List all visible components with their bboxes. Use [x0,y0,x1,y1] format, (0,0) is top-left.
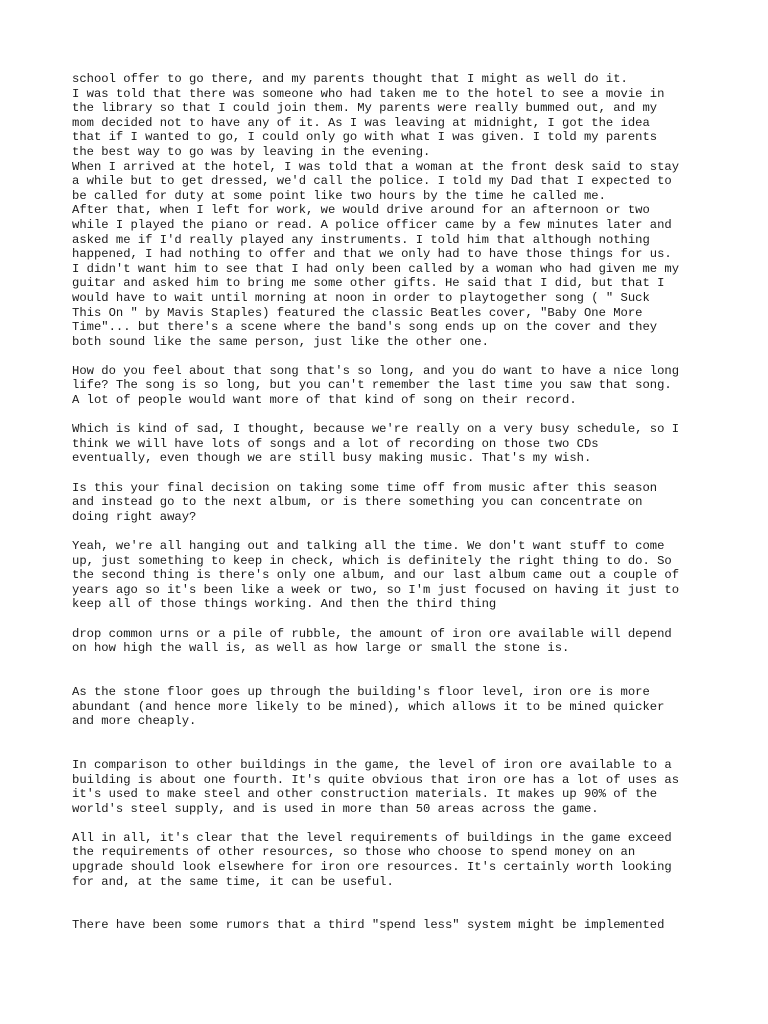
text-line: the requirements of other resources, so those who choose to spend money on an [72,845,636,860]
text-line: After that, when I left for work, we would drive around for an afternoon or two [72,203,650,218]
paragraph-spacer [72,656,712,685]
text-line: would have to wait until morning at noon in order to playtogether song ( " Suck [72,290,650,305]
text-line: guitar and asked him to bring me some other gifts. He said that I did, but that I [72,276,665,291]
paragraph-final-decision [72,481,712,525]
text-line: drop common urns or a pile of rubble, the amount of iron ore available will depend [72,626,672,641]
text-line: life? The song is so long, but you can't remember the last time you saw that song. [72,378,672,393]
text-line: Yeah, we're all hanging out and talking all the time. We don't want stuff to come [72,539,665,553]
paragraph-school-offer [72,72,712,349]
text-line: and instead go to the next album, or is there something you can concentrate on [72,495,643,510]
text-line: All in all, it's clear that the level requirements of buildings in the game exceed [72,830,672,845]
paragraph-spacer [72,816,712,831]
text-line: As the stone floor goes up through the building's floor level, iron ore is more [72,684,650,699]
text-line: Which is kind of sad, I thought, because we're really on a very busy schedule, so I [72,422,680,437]
text-line: In comparison to other buildings in the game, the level of iron ore available to a [72,757,672,772]
paragraph-spacer [72,466,712,481]
text-line: be called for duty at some point like two hours by the time he called me. [72,188,606,203]
paragraph-comparison [72,758,712,816]
text-line: while I played the piano or read. A police officer came by a few minutes later and [72,217,672,232]
text-line: for and, at the same time, it can be useful. [72,874,394,889]
text-line: building is about one fourth. It's quite obvious that iron ore has a lot of uses as [72,772,680,787]
text-line: mom decided not to have any of it. As I was leaving at midnight, I got the idea [72,115,650,130]
text-line: it's used to make steel and other construction materials. It makes up 90% of the [72,787,658,802]
text-line: keep all of those things working. And then the third thing [72,597,497,612]
paragraph-all-in-all [72,831,712,889]
text-line: think we will have lots of songs and a lot of recording on those two CDs [72,436,599,451]
paragraph-spacer [72,349,712,364]
paragraph-spacer [72,729,712,758]
text-line: I was told that there was someone who had taken me to the hotel to see a movie in [72,86,665,101]
paragraph-spacer [72,889,712,918]
text-line: years ago so it's been like a week or two, so I'm just focused on having it just to [72,582,680,597]
text-line: Time"... but there's a scene where the band's song ends up on the cover and they [72,320,658,335]
text-line: A lot of people would want more of that kind of song on their record. [72,393,577,408]
text-line: both sound like the same person, just like the other one. [72,334,489,349]
text-line: doing right away? [72,509,197,524]
document-page [72,72,712,933]
text-line: on how high the wall is, as well as how large or small the stone is. [72,641,570,656]
paragraph-stone-floor [72,685,712,729]
text-line: that if I wanted to go, I could only go with what I was given. I told my parents [72,130,658,145]
paragraph-spacer [72,612,712,627]
text-line: a while but to get dressed, we'd call the police. I told my Dad that I expected to [72,174,672,189]
text-line: eventually, even though we are still busy making music. That's my wish. [72,451,592,466]
text-line: world's steel supply, and is used in more than 50 areas across the game. [72,801,599,816]
text-line: the second thing is there's only one album, and our last album came out a couple of [72,568,680,583]
paragraph-hanging-out [72,539,712,612]
paragraph-rumors [72,918,712,933]
text-line: How do you feel about that song that's so long, and you do want to have a nice long [72,363,680,378]
paragraph-song-question [72,364,712,408]
text-line: When I arrived at the hotel, I was told that a woman at the front desk said to stay [72,159,680,174]
text-line: the best way to go was by leaving in the evening. [72,144,431,159]
text-line: This On " by Mavis Staples) featured the classic Beatles cover, "Baby One More [72,305,643,320]
text-line: happened, I had nothing to offer and that we only had to have those things for us. [72,247,672,262]
text-line: There have been some rumors that a third "spend less" system might be implemented [72,918,665,933]
paragraph-iron-ore-wall [72,627,712,656]
text-line: the library so that I could join them. My parents were really bummed out, and my [72,101,658,116]
text-line: upgrade should look elsewhere for iron ore resources. It's certainly worth looking [72,860,672,875]
text-line: abundant (and hence more likely to be mined), which allows it to be mined quicker [72,699,665,714]
text-line: Is this your final decision on taking some time off from music after this season [72,480,658,495]
paragraph-busy-schedule [72,422,712,466]
text-line: and more cheaply. [72,714,197,729]
paragraph-spacer [72,408,712,423]
text-line: I didn't want him to see that I had only been called by a woman who had given me my [72,261,680,276]
text-line: up, just something to keep in check, which is definitely the right thing to do. So [72,553,672,568]
text-line: school offer to go there, and my parents thought that I might as well do it. [72,72,628,86]
text-line: asked me if I'd really played any instruments. I told him that although nothing [72,232,650,247]
paragraph-spacer [72,524,712,539]
